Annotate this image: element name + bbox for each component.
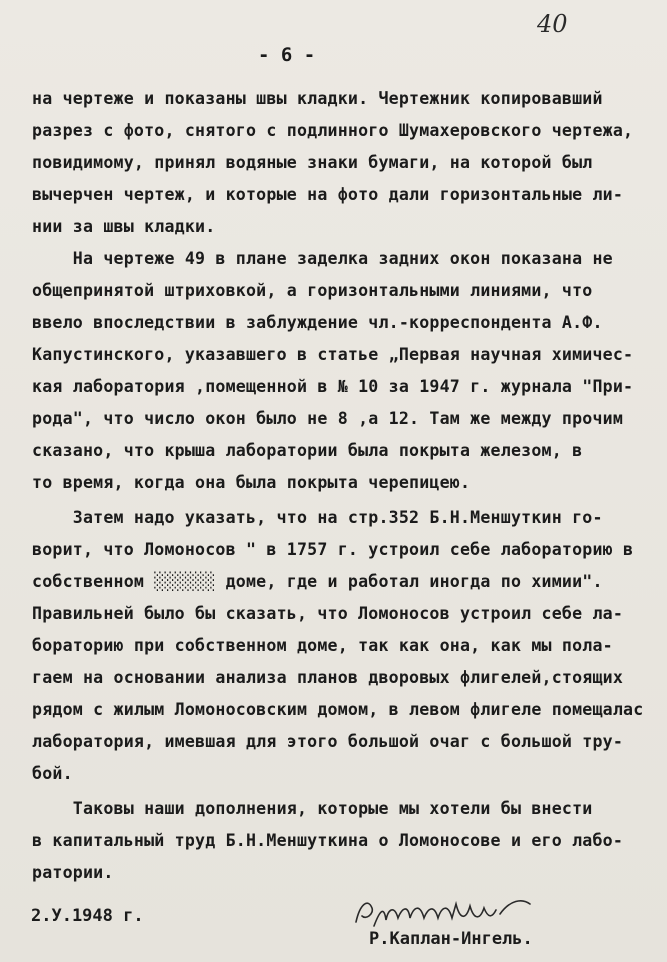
handwritten-page-annotation: 40 [537,10,568,38]
signer-name: Р.Каплан-Ингель. [369,929,533,949]
text-line: нии за швы кладки. [32,217,216,236]
text-line: гаем на основании анализа планов дворовых флигелей,стоящих [32,668,624,687]
text-line: Капустинского, указавшего в статье „Первая научная химичес- [32,345,634,364]
text-line: ратории. [32,863,114,882]
handwritten-signature [350,890,550,934]
text-line: Затем надо указать, что на стр.352 Б.Н.Меншуткин го- [32,508,603,527]
text-line: Таковы наши дополнения, которые мы хотели бы внести [32,799,593,818]
page-number: - 6 - [258,44,316,66]
text-line: ворит, что Ломоносов " в 1757 г. устроил себе лабораторию в [32,540,634,559]
text-line: бораторию при собственном доме, так как она, как мы пола- [32,636,613,655]
text-line: разрез с фото, снятого с подлинного Шумахеровского чертежа, [32,121,634,140]
text-line: в капитальный труд Б.Н.Меншуткина о Ломоносове и его лабо- [32,831,624,850]
text-line: Правильней было бы сказать, что Ломоносов устроил себе ла- [32,604,624,623]
text-line: то время, когда она была покрыта черепицею. [32,473,471,492]
text-line: лаборатория, имевшая для этого большой очаг с большой тру- [32,732,624,751]
text-line: бой. [32,764,73,783]
text-line: собственном ░░░░░░ доме, где и работал иногда по химии". [32,572,603,591]
text-line: рода", что число окон было не 8 ,а 12. Там же между прочим [32,409,624,428]
text-line: рядом с жилым Ломоносовским домом, в левом флигеле помещалас [32,700,644,719]
text-line: На чертеже 49 в плане заделка задних окон показана не [32,249,613,268]
document-date: 2.У.1948 г. [31,906,144,926]
text-line: повидимому, принял водяные знаки бумаги, на которой был [32,153,593,172]
text-line: ввело впоследствии в заблуждение чл.-корреспондента А.Ф. [32,313,603,332]
text-line: общепринятой штриховкой, а горизонтальными линиями, что [32,281,593,300]
text-line: кая лаборатория ,помещенной в № 10 за 1947 г. журнала "При- [32,377,634,396]
text-line: вычерчен чертеж, и которые на фото дали горизонтальные ли- [32,185,624,204]
text-line: сказано, что крыша лаборатории была покрыта железом, в [32,441,583,460]
text-line: на чертеже и показаны швы кладки. Чертежник копировавший [32,89,603,108]
